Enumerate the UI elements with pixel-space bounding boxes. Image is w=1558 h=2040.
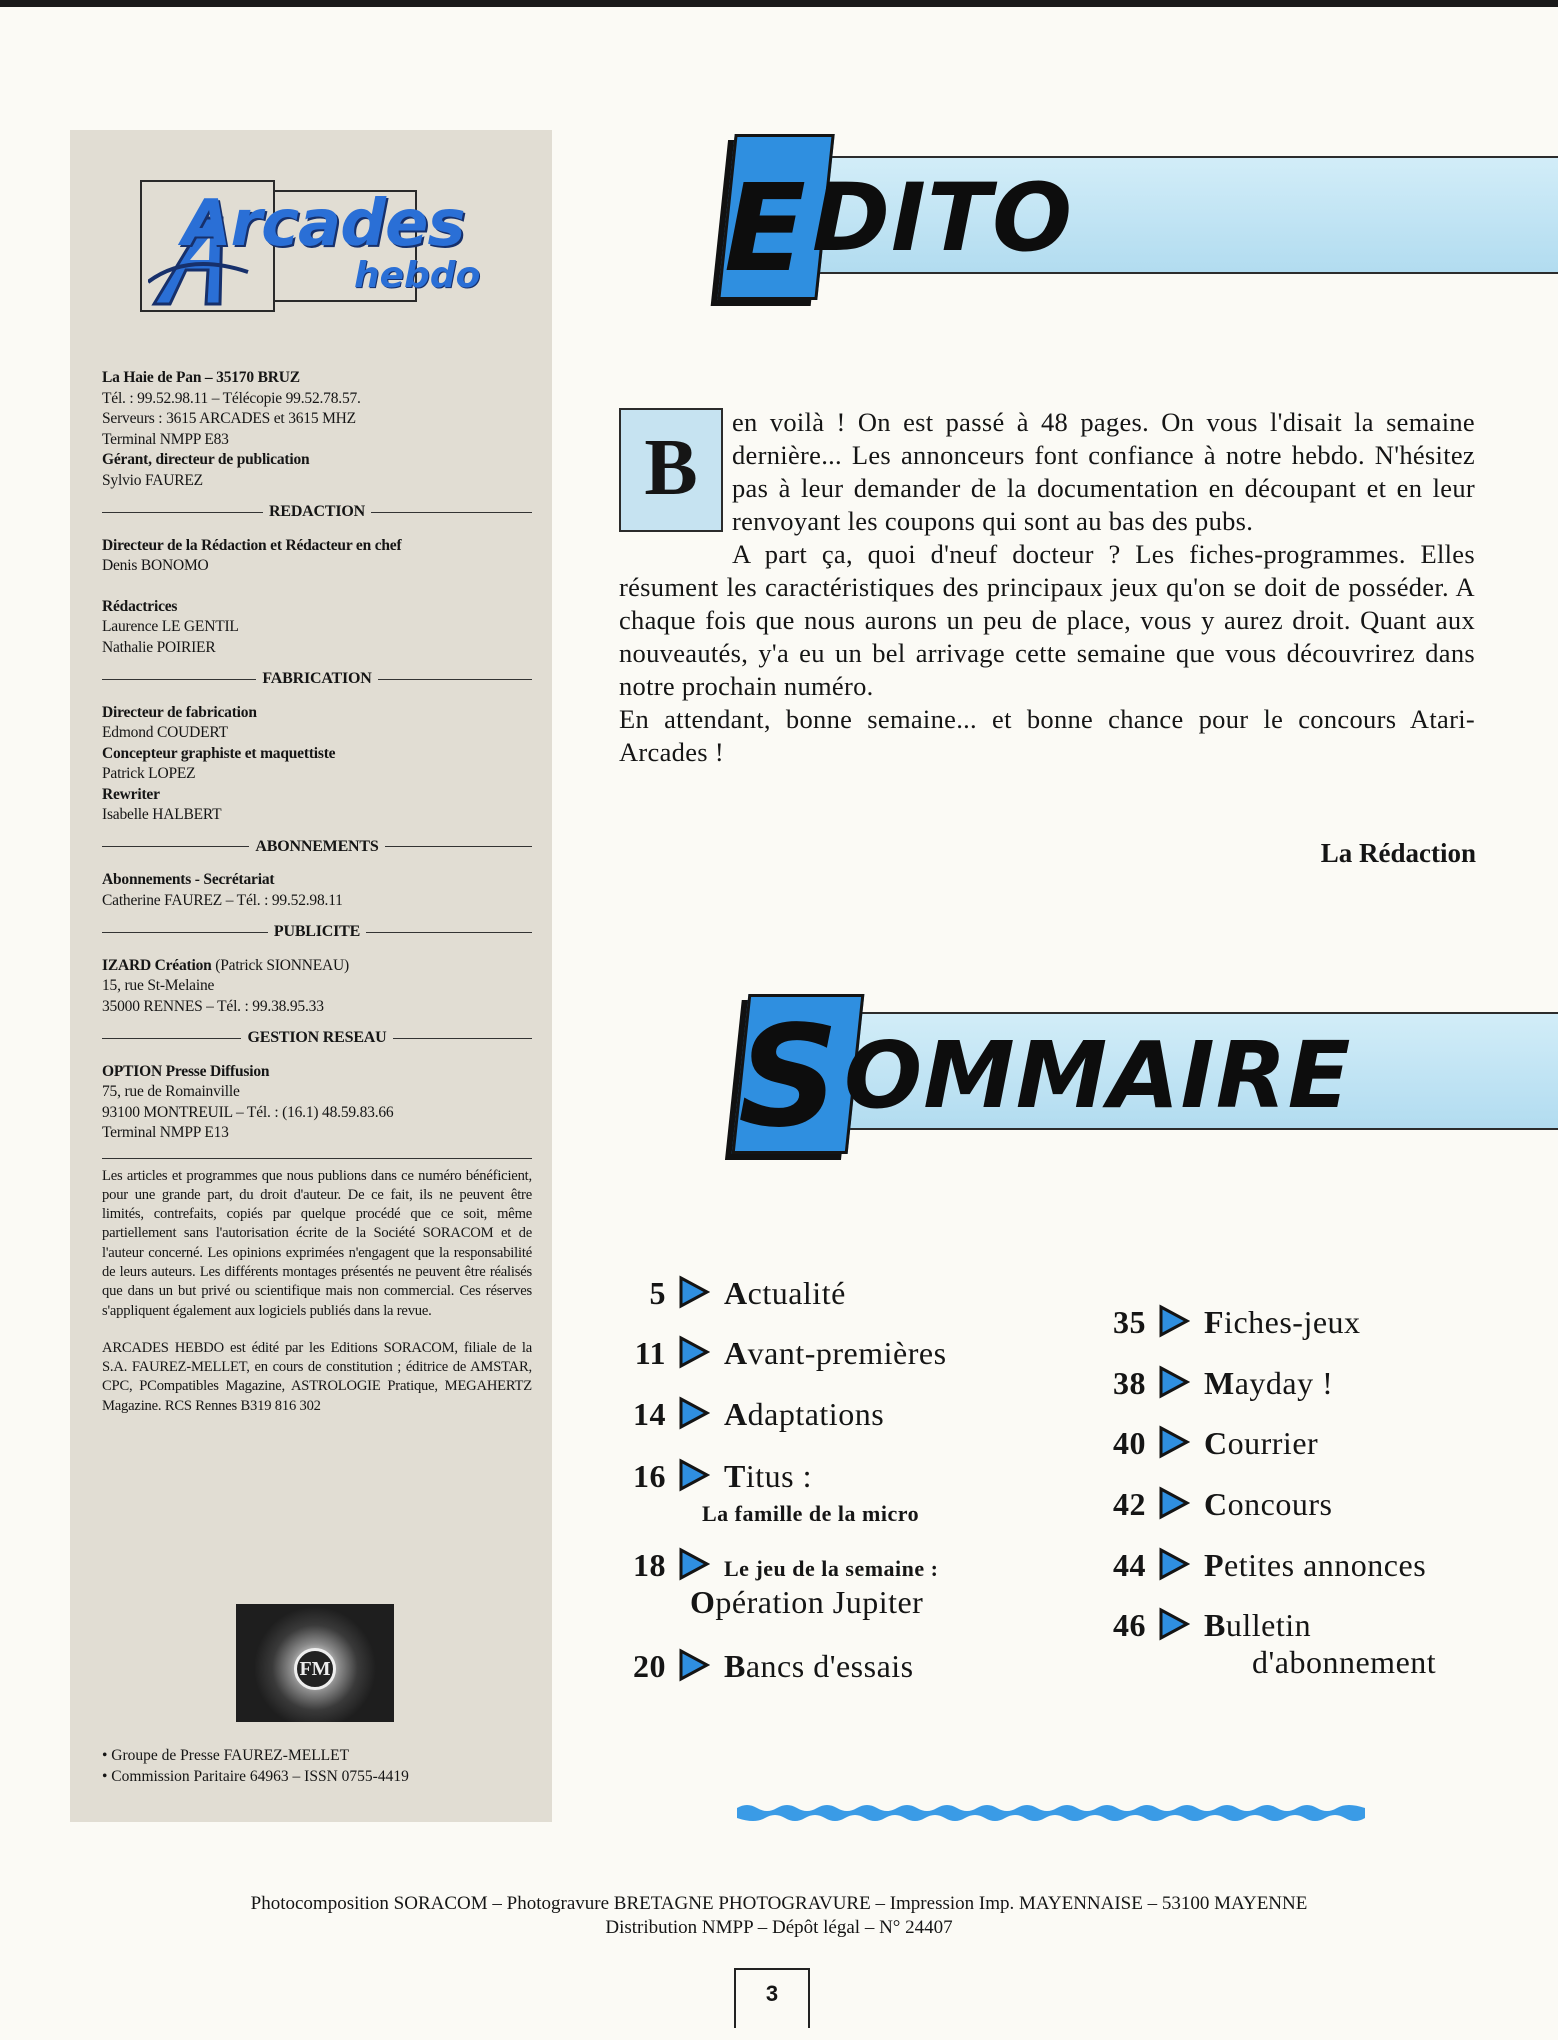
play-arrow-icon (678, 1648, 710, 1682)
section-fabrication: FABRICATION (102, 669, 532, 690)
toc-item[interactable]: 46 Bulletin (1113, 1607, 1312, 1643)
play-arrow-icon (678, 1547, 710, 1581)
distributor-name: OPTION Presse Diffusion (102, 1062, 270, 1080)
section-abonnements: ABONNEMENTS (102, 837, 532, 858)
footer-line: Distribution NMPP – Dépôt légal – N° 24407 (605, 1917, 953, 1938)
group-info (102, 1745, 409, 1787)
chief-editor-name: Denis BONOMO (102, 557, 209, 574)
ad-agency: IZARD Création (Patrick SIONNEAU) (102, 956, 349, 974)
distributor-terminal: Terminal NMPP E13 (102, 1124, 229, 1141)
section-redaction: REDACTION (102, 502, 532, 523)
terminal: Terminal NMPP E83 (102, 430, 229, 448)
rewriter-role: Rewriter (102, 785, 160, 803)
toc-item[interactable]: 14 Adaptations (633, 1396, 885, 1432)
edito-text (619, 406, 1475, 769)
writers-role: Rédactrices (102, 597, 178, 615)
fabrication-director-name: Edmond COUDERT (102, 724, 228, 741)
wavy-divider (733, 1800, 1369, 1826)
toc-item[interactable]: 42 Concours (1113, 1486, 1333, 1522)
distributor-city: 93100 MONTREUIL – Tél. : (16.1) 48.59.83.66 (102, 1103, 394, 1121)
page-number: 3 (734, 1968, 810, 2028)
play-arrow-icon (1158, 1304, 1190, 1338)
toc-item[interactable]: 38 Mayday ! (1113, 1365, 1334, 1401)
play-arrow-icon (678, 1275, 710, 1309)
sommaire-banner-cap: S (738, 996, 839, 1159)
edito-paragraph: en voilà ! On est passé à 48 pages. On vous l'disait la semaine dernière... Les annonceurs font confiance à notre hebdo. N'hésitez pas à leur demander de la documentation en découpant et en leur renvoyant les coupons qui sont au bas des pubs. (732, 407, 1475, 536)
play-arrow-icon (678, 1396, 710, 1430)
divider (102, 1158, 532, 1159)
toc-item-line2[interactable]: d'abonnement (1252, 1644, 1437, 1680)
legal-notice: Les articles et programmes que nous publions dans ce numéro bénéficient, pour une grande part, du droit d'auteur. De ce fait, ils ne peuvent être limités, contrefaits, copiés par quelque procédé que ce soit, même partiellement sans l'autorisation écrite de la Société SORACOM et de l'auteur concerné. Les opinions exprimées n'engagent que la responsabilité de leurs auteurs. Les différents montages présentés ne peuvent être réalisés que dans un but privé ou scientifique mais non commercial. Ces réserves s'appliquent également aux logiciels publiés dans la revue. (102, 1167, 532, 1319)
section-gestion-reseau: GESTION RESEAU (102, 1028, 532, 1049)
commission-line: • Commission Paritaire 64963 – ISSN 0755-4419 (102, 1768, 409, 1785)
servers: Serveurs : 3615 ARCADES et 3615 MHZ (102, 410, 356, 427)
credits-panel (70, 130, 552, 1822)
edito-drop-cap: B (619, 408, 723, 532)
phone-fax: Tél. : 99.52.98.11 – Télécopie 99.52.78.57. (102, 389, 361, 407)
play-arrow-icon (1158, 1425, 1190, 1459)
section-publicite: PUBLICITE (102, 922, 532, 943)
rewriter-name: Isabelle HALBERT (102, 806, 222, 823)
edito-paragraph: En attendant, bonne semaine... et bonne chance pour le concours Atari-Arcades ! (619, 704, 1475, 767)
distributor-street: 75, rue de Romainville (102, 1083, 240, 1100)
manager-role: Gérant, directeur de publication (102, 451, 310, 468)
toc-item[interactable]: 35 Fiches-jeux (1113, 1304, 1361, 1340)
credits-block (102, 368, 532, 1416)
toc-item-line2[interactable]: Opération Jupiter (690, 1584, 924, 1620)
logo-subtitle: hebdo (354, 255, 481, 296)
edito-banner-cap: E (724, 160, 806, 299)
publisher-notice: ARCADES HEBDO est édité par les Editions SORACOM, filiale de la S.A. FAUREZ-MELLET, en cours de constitution ; éditrice de AMSTAR, CPC, PCompatibles Magazine, ASTROLOGIE Pratique, MEGAHERTZ Magazine. RCS Rennes B319 816 302 (102, 1339, 532, 1414)
subscriptions-role: Abonnements - Secrétariat (102, 871, 275, 888)
edito-banner-title: DITO (812, 164, 1074, 273)
toc-subtitle: La famille de la micro (702, 1501, 920, 1526)
play-arrow-icon (1158, 1486, 1190, 1520)
top-edge-bar (0, 0, 1558, 7)
toc-item[interactable]: 5 Actualité (649, 1275, 846, 1311)
manager-name: Sylvio FAUREZ (102, 471, 203, 489)
footer-credits (100, 1892, 1458, 1940)
play-arrow-icon (678, 1335, 710, 1369)
play-arrow-icon (1158, 1607, 1190, 1641)
toc-item[interactable]: 16 Titus : (633, 1458, 812, 1494)
subscriptions-contact: Catherine FAUREZ – Tél. : 99.52.98.11 (102, 891, 343, 909)
toc-item[interactable]: 44 Petites annonces (1113, 1547, 1427, 1583)
fabrication-director-role: Directeur de fabrication (102, 703, 257, 721)
play-arrow-icon (1158, 1365, 1190, 1399)
play-arrow-icon (1158, 1547, 1190, 1581)
designer-role: Concepteur graphiste et maquettiste (102, 744, 336, 762)
fm-logo-icon: FM (294, 1648, 336, 1690)
publisher-seal (236, 1604, 394, 1722)
writer-name: Nathalie POIRIER (102, 638, 216, 656)
chief-editor-role: Directeur de la Rédaction et Rédacteur en chef (102, 536, 402, 554)
toc-item[interactable]: 18 Le jeu de la semaine : (633, 1547, 939, 1583)
logo-title: Arcades (182, 187, 465, 261)
writer-name: Laurence LE GENTIL (102, 618, 239, 635)
play-arrow-icon (678, 1458, 710, 1492)
sommaire-banner-title: OMMAIRE (844, 1022, 1352, 1129)
toc-item[interactable]: 20 Bancs d'essais (633, 1648, 914, 1684)
footer-line: Photocomposition SORACOM – Photogravure BRETAGNE PHOTOGRAVURE – Impression Imp. MAYENNAISE – 53100 MAYENNE (250, 1893, 1308, 1914)
toc-item[interactable]: 11 Avant-premières (634, 1335, 947, 1371)
designer-name: Patrick LOPEZ (102, 765, 196, 782)
edito-paragraph: A part ça, quoi d'neuf docteur ? Les fiches-programmes. Elles résument les caractéristiques des principaux jeux qu'on se doit de posséder. A chaque fois que nous aurons un peu de place, vous y aurez droit. Quant aux nouveautés, y'a eu un bel arrivage cette semaine que vous découvrirez dans notre prochain numéro. (619, 539, 1475, 701)
address: La Haie de Pan – 35170 BRUZ (102, 369, 300, 386)
group-press-line: • Groupe de Presse FAUREZ-MELLET (102, 1747, 350, 1764)
ad-agency-street: 15, rue St-Melaine (102, 977, 215, 994)
edito-signature: La Rédaction (1320, 838, 1476, 868)
toc-item[interactable]: 40 Courrier (1113, 1425, 1319, 1461)
ad-agency-city: 35000 RENNES – Tél. : 99.38.95.33 (102, 997, 324, 1015)
